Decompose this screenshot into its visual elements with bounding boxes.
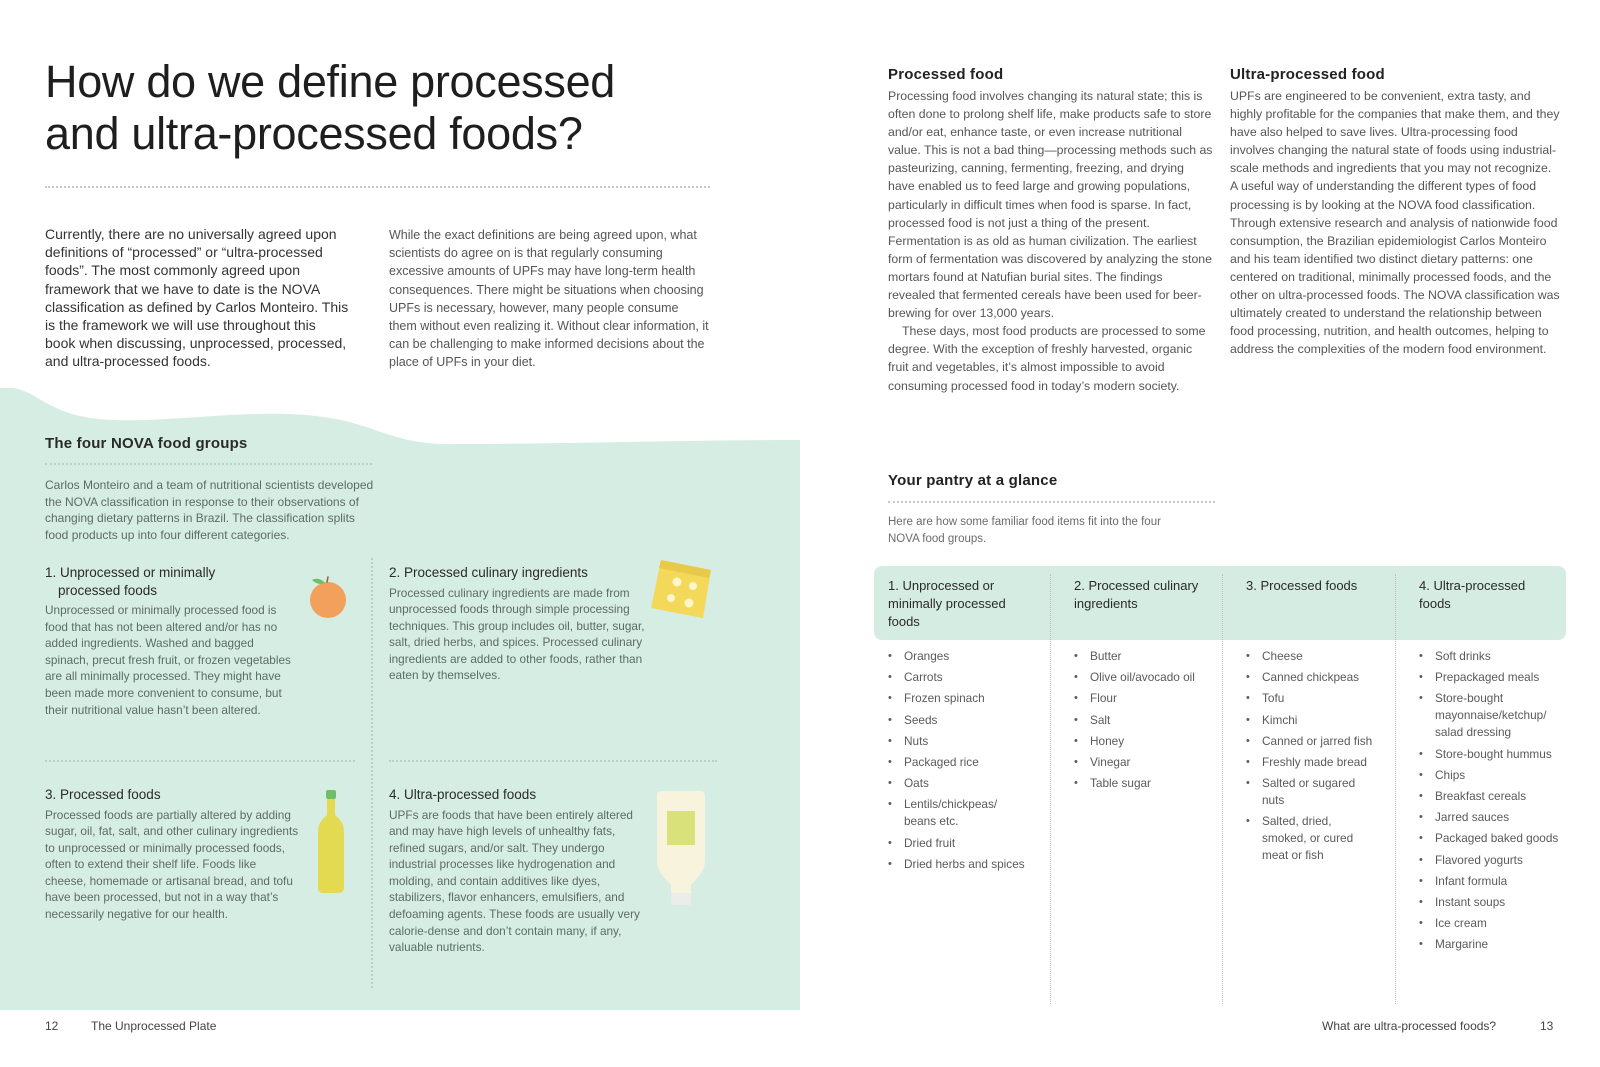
cheese-icon [647, 556, 717, 622]
pantry-item: • Store-bought mayonnaise/ketchup/ salad dressing [1419, 690, 1559, 741]
pantry-item: • Salt [1074, 712, 1214, 729]
pantry-item: • Margarine [1419, 936, 1559, 953]
pantry-item: • Tofu [1246, 690, 1376, 707]
pantry-item: • Soft drinks [1419, 648, 1559, 665]
left-page-number: 12 [45, 1019, 59, 1033]
nova-group-3 [45, 786, 300, 923]
pantry-item: • Infant formula [1419, 873, 1559, 890]
pantry-header-group-3: 3. Processed foods [1246, 578, 1358, 593]
pantry-item: • Dried fruit [888, 835, 1028, 852]
nova-group-1-title-line1: 1. Unprocessed or minimally [45, 565, 216, 580]
pantry-item: • Breakfast cereals [1419, 788, 1559, 805]
processed-food-paragraph-2: These days, most food products are processed to some degree. With the exception of freshly harvested, organic fruit and vegetables, it’s almost impossible to avoid consuming processed food in today’s modern society. [888, 324, 1206, 393]
pantry-item: • Olive oil/avocado oil [1074, 669, 1214, 686]
pantry-list-group-3 [1246, 648, 1376, 869]
nova-group-3-body: Processed foods are partially altered by adding sugar, oil, fat, salt, and other culinary ingredients to unprocessed or minimally processed foods, often to extend their shelf life. Foods like cheese, homemade or artisanal bread, and tofu have been processed, but not in a way that’s necessarily negative for our health. [45, 807, 299, 922]
pantry-column-divider [1050, 574, 1051, 1004]
processed-food-body [888, 87, 1213, 395]
pantry-item: • Store-bought hummus [1419, 746, 1559, 763]
pantry-item: • Butter [1074, 648, 1214, 665]
mayonnaise-bottle-icon [655, 789, 707, 907]
pantry-item: • Packaged baked goods [1419, 830, 1559, 847]
pantry-list-group-4 [1419, 648, 1559, 957]
page-title: How do we define processed and ultra-processed foods? [45, 56, 616, 159]
pantry-item: • Cheese [1246, 648, 1376, 665]
pantry-item: • Carrots [888, 669, 1028, 686]
left-running-title: The Unprocessed Plate [91, 1019, 217, 1033]
nova-group-3-title: 3. Processed foods [45, 787, 161, 802]
nova-group-1-title-line2: processed foods [58, 582, 158, 598]
pantry-item: • Kimchi [1246, 712, 1376, 729]
nova-groups-heading: The four NOVA food groups [45, 435, 248, 452]
pantry-item: • Canned or jarred fish [1246, 733, 1376, 750]
processed-food-paragraph-1: Processing food involves changing its natural state; this is often done to prolong shelf life, make products safe to store and/or eat, enhance taste, or even increase nutritional value. This is not a bad thing—processing methods such as pasteurizing, canning, fermenting, freezing, and drying have enabled us to feed large and growing populations, particularly in difficult times when food is sparse. In fact, processed food is not just a thing of the present. Fermentation is as old as human civilization. The earliest form of fermentation was discovered by analyzing the stone mortars found at Natufian burial sites. The findings revealed that fermented cereals have been used for beer-brewing for over 13,000 years. [888, 89, 1213, 321]
pantry-item: • Ice cream [1419, 915, 1559, 932]
pantry-item: • Chips [1419, 767, 1559, 784]
pantry-item: • Seeds [888, 712, 1028, 729]
pantry-item: • Honey [1074, 733, 1214, 750]
pantry-header-group-4: 4. Ultra-processed foods [1419, 578, 1526, 611]
nova-group-1-body: Unprocessed or minimally processed food is food that has not been altered and/or has no added ingredients. Washed and bagged spinach, precut fresh fruit, or frozen vegetables are all minimally processed. They might have been made more convenient to consume, but their nutritional value hasn’t been altered. [45, 603, 291, 717]
pantry-item: • Salted, dried, smoked, or cured meat or fish [1246, 813, 1376, 864]
nova-group-4-body: UPFs are foods that have been entirely altered and may have high levels of unhealthy fats, refined sugars, and/or salt. They undergo industrial processes like hydrogenation and molding, and contain additives like dyes, stabilizers, flavor enhancers, emulsifiers, and defoaming agents. These foods are usually very calorie-dense and don’t contain many, if any, valuable nutrients. [389, 807, 640, 955]
pantry-item: • Table sugar [1074, 775, 1214, 792]
intro-paragraph-right: While the exact definitions are being agreed upon, what scientists do agree on is that regularly consuming excessive amounts of UPFs may have long-term health consequences. There might be situations when choosing UPFs is necessary, however, many people consume them without even realizing it. Without clear information, it can be challenging to make informed decisions about the place of UPFs in your diet. [389, 228, 709, 370]
pantry-item: • Prepackaged meals [1419, 669, 1559, 686]
title-divider [45, 186, 710, 188]
nova-group-2-title: 2. Processed culinary ingredients [389, 565, 588, 580]
pantry-heading-divider [888, 501, 1215, 503]
groups-horizontal-divider-left [45, 760, 355, 762]
pantry-column-divider [1395, 574, 1396, 1004]
pantry-list-group-1 [888, 648, 1028, 877]
oil-bottle-icon [314, 790, 348, 894]
pantry-item: • Canned chickpeas [1246, 669, 1376, 686]
pantry-item: • Oranges [888, 648, 1028, 665]
pantry-list-group-2 [1074, 648, 1214, 796]
intro-paragraph-left: Currently, there are no universally agreed upon definitions of “processed” or “ultra-processed foods”. The most commonly agreed upon framework that we have to date is the NOVA classification as defined by Carlos Monteiro. This is the framework we will use throughout this book when discussing, unprocessed, processed, and ultra-processed foods. [45, 226, 349, 370]
pantry-item: • Salted or sugared nuts [1246, 775, 1376, 809]
pantry-item: • Lentils/chickpeas/ beans etc. [888, 796, 1028, 830]
right-running-title: What are ultra-processed foods? [1322, 1019, 1497, 1033]
pantry-item: • Flavored yogurts [1419, 852, 1559, 869]
pantry-item: • Jarred sauces [1419, 809, 1559, 826]
ultra-processed-food-body: UPFs are engineered to be convenient, extra tasty, and highly profitable for the companies that make them, and they have also helped to save lives. Ultra-processing food involves changing the natural state of foods using industrial-scale methods and ingredients that you may not recognize. A useful way of understanding the different types of food processing is by looking at the NOVA food classification. Through extensive research and analysis of nationwide food consumption, the Brazilian epidemiologist Carlos Monteiro and his team identified two distinct dietary patterns: one centered on traditional, minimally processed foods, and the other on ultra-processed foods. The NOVA classification was ultimately created to understand the relationship between food processing, nutrition, and health outcomes, helping to address the complexities of the modern food environment. [1230, 89, 1560, 357]
orange-icon [303, 570, 351, 622]
nova-intro-text: Carlos Monteiro and a team of nutritional scientists developed the NOVA classification in response to their observations of changing dietary patterns in Brazil. The classification splits food products up into four different categories. [45, 478, 374, 542]
nova-group-2 [389, 564, 649, 684]
pantry-item: • Frozen spinach [888, 690, 1028, 707]
pantry-header-group-2: 2. Processed culinary ingredients [1074, 578, 1199, 611]
pantry-item: • Freshly made bread [1246, 754, 1376, 771]
processed-food-heading: Processed food [888, 66, 1004, 83]
nova-group-4-title: 4. Ultra-processed foods [389, 787, 537, 802]
pantry-item: • Nuts [888, 733, 1028, 750]
nova-group-4 [389, 786, 647, 956]
pantry-intro-text: Here are how some familiar food items fit into the four NOVA food groups. [888, 516, 1161, 545]
nova-group-1-title [45, 564, 295, 599]
pantry-item: • Oats [888, 775, 1028, 792]
pantry-item: • Instant soups [1419, 894, 1559, 911]
pantry-item: • Dried herbs and spices [888, 856, 1028, 873]
groups-horizontal-divider-right [389, 760, 717, 762]
pantry-item: • Vinegar [1074, 754, 1214, 771]
ultra-processed-food-heading: Ultra-processed food [1230, 66, 1385, 83]
nova-heading-divider [45, 463, 372, 465]
pantry-item: • Flour [1074, 690, 1214, 707]
pantry-heading: Your pantry at a glance [888, 472, 1058, 489]
groups-vertical-divider [371, 558, 373, 988]
nova-group-2-body: Processed culinary ingredients are made from unprocessed foods through simple processing techniques. This group includes oil, butter, sugar, salt, dried herbs, and spices. Processed culinary ingredients are added to other foods, rather than eaten by themselves. [389, 585, 645, 683]
pantry-item: • Packaged rice [888, 754, 1028, 771]
pantry-header-group-1: 1. Unprocessed or minimally processed foods [888, 578, 1006, 629]
nova-group-1 [45, 564, 295, 718]
pantry-column-divider [1222, 574, 1223, 1004]
right-page-number: 13 [1540, 1019, 1554, 1033]
